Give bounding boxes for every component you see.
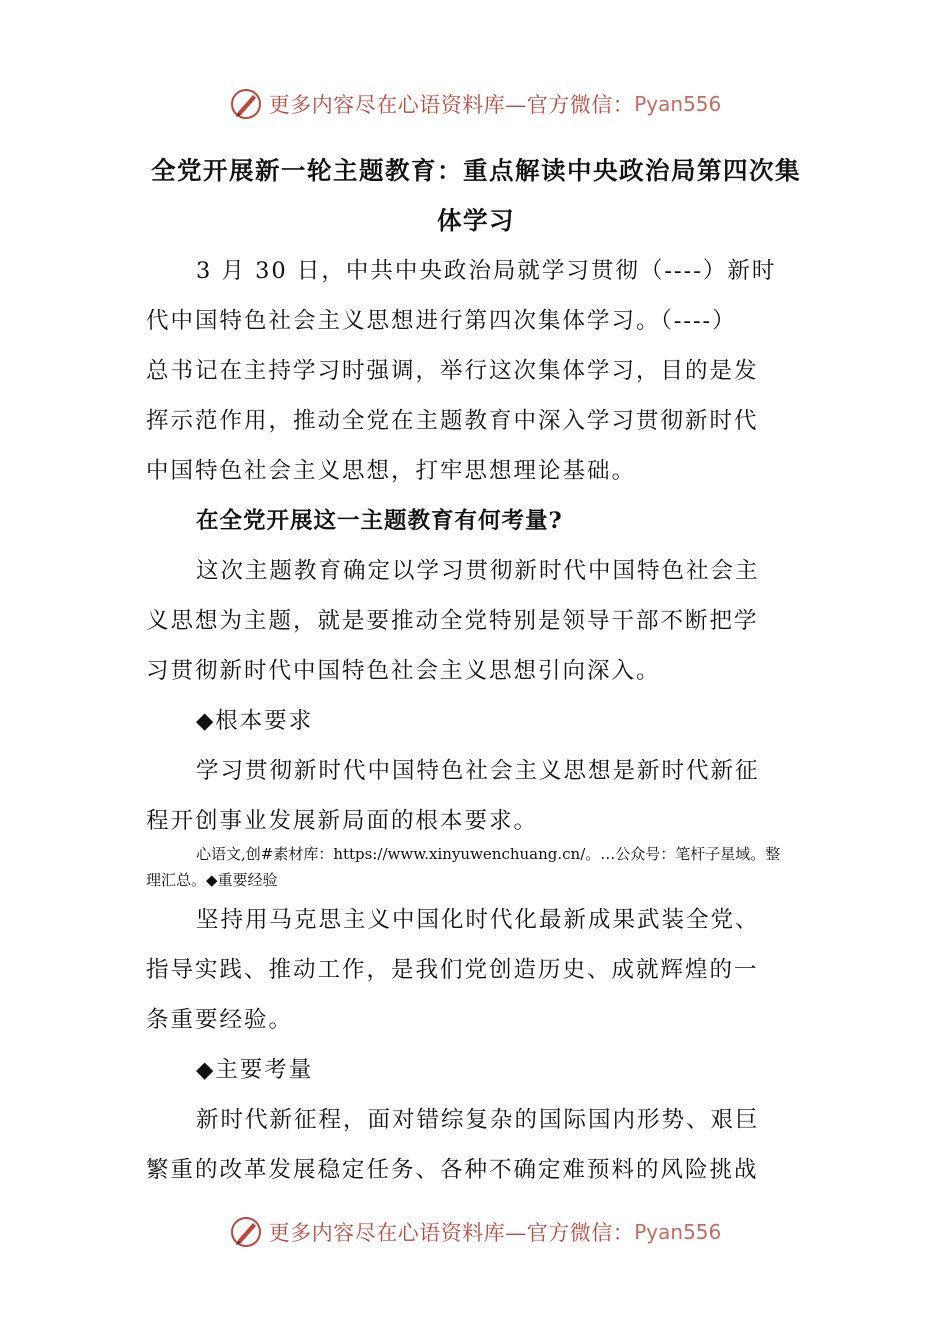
paragraph-line: 代中国特色社会主义思想进行第四次集体学习。（----） xyxy=(146,308,737,334)
banner-wechat-id: Pyan556 xyxy=(634,92,722,116)
section-heading: 在全党开展这一主题教育有何考量? xyxy=(196,508,563,534)
pen-logo-icon xyxy=(229,1215,263,1249)
footer-watermark-banner xyxy=(0,1210,950,1254)
paragraph-line: 程开创事业发展新局面的根本要求。 xyxy=(146,808,539,834)
subheading-fundamental-requirement: ◆根本要求 xyxy=(196,708,314,734)
banner-text: 更多内容尽在心语资料库—官方微信： xyxy=(268,1221,635,1245)
banner-text: 更多内容尽在心语资料库—官方微信： xyxy=(268,93,635,117)
note-line: 理汇总。◆重要经验 xyxy=(146,871,278,889)
note-line: 心语文,创#素材库：https://www.xinyuwenchuang.cn/。…公众号：笔杆子星域。整 xyxy=(196,845,781,863)
paragraph-line: 坚持用马克思主义中国化时代化最新成果武装全党、 xyxy=(196,907,760,933)
paragraph-1 xyxy=(146,246,806,496)
paragraph-line: 条重要经验。 xyxy=(146,1007,294,1033)
document-title-line-2: 体学习 xyxy=(437,206,515,235)
paragraph-5 xyxy=(146,1095,806,1195)
pen-logo-icon xyxy=(229,87,263,121)
document-title-line-1: 全党开展新一轮主题教育：重点解读中央政治局第四次集 xyxy=(151,156,801,185)
paragraph-line: 中国特色社会主义思想，打牢思想理论基础。 xyxy=(146,458,637,484)
paragraph-line: 繁重的改革发展稳定任务、各种不确定难预料的风险挑战 xyxy=(146,1157,759,1183)
paragraph-line: 学习贯彻新时代中国特色社会主义思想是新时代新征 xyxy=(196,758,760,784)
paragraph-line: 这次主题教育确定以学习贯彻新时代中国特色社会主 xyxy=(196,558,760,584)
header-watermark-banner xyxy=(0,82,950,126)
paragraph-2 xyxy=(146,546,806,696)
paragraph-line: 指导实践、推动工作，是我们党创造历史、成就辉煌的一 xyxy=(146,957,759,983)
paragraph-line: 习贯彻新时代中国特色社会主义思想引向深入。 xyxy=(146,658,661,684)
paragraph-line: 义思想为主题，就是要推动全党特别是领导干部不断把学 xyxy=(146,608,759,634)
paragraph-line: 3 月 30 日，中共中央政治局就学习贯彻（----）新时 xyxy=(196,258,777,284)
source-note xyxy=(146,841,808,893)
paragraph-line: 挥示范作用，推动全党在主题教育中深入学习贯彻新时代 xyxy=(146,408,759,434)
paragraph-3 xyxy=(146,746,806,846)
paragraph-line: 新时代新征程，面对错综复杂的国际国内形势、艰巨 xyxy=(196,1107,760,1133)
paragraph-4 xyxy=(146,895,806,1045)
paragraph-line: 总书记在主持学习时强调，举行这次集体学习，目的是发 xyxy=(146,358,759,384)
banner-wechat-id: Pyan556 xyxy=(634,1220,722,1244)
subheading-main-considerations: ◆主要考量 xyxy=(196,1057,314,1083)
